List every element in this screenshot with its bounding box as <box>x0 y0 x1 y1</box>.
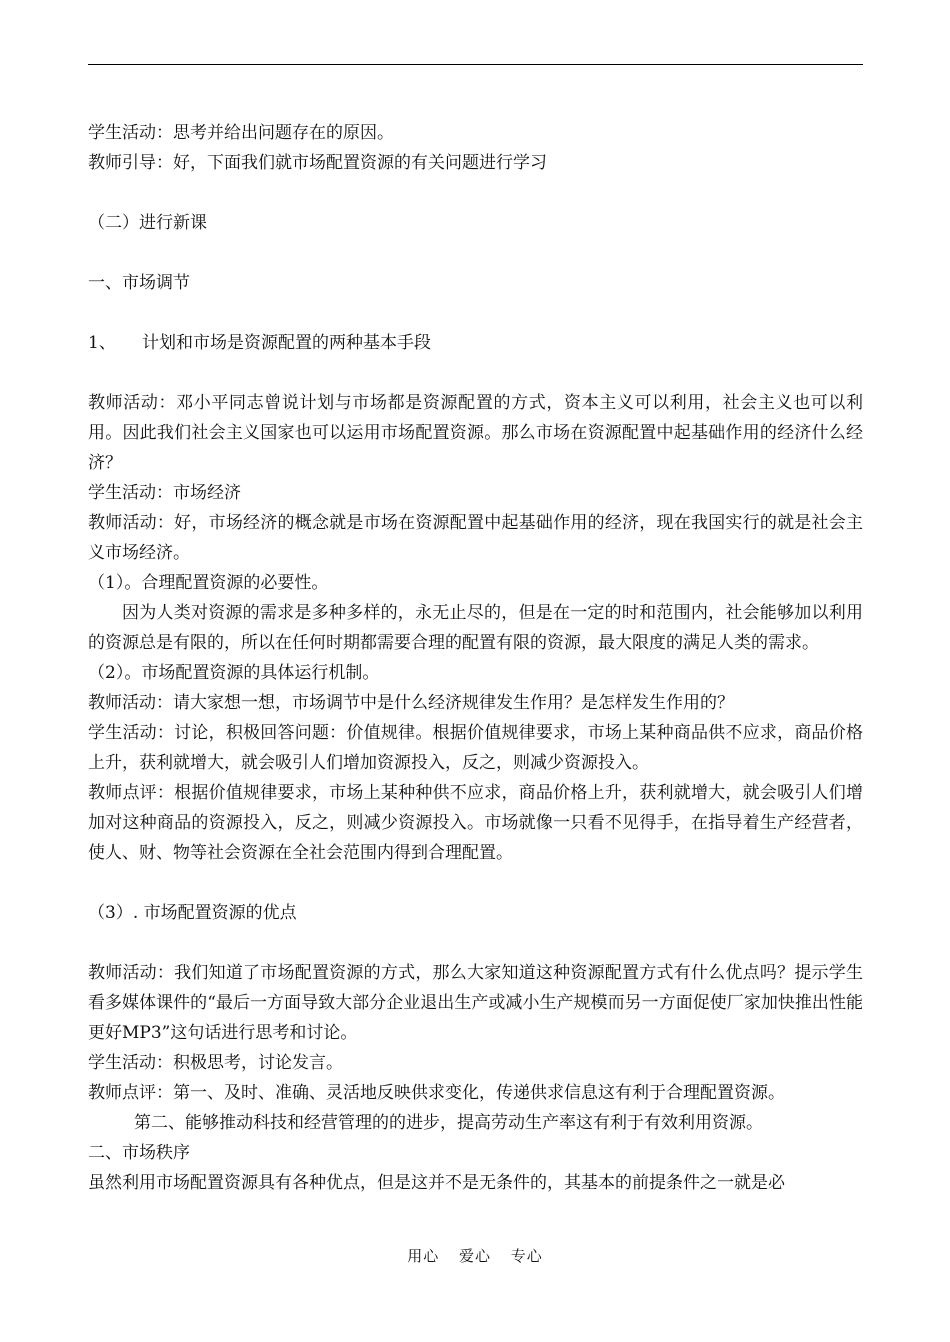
reason-paragraph: 因为人类对资源的需求是多种多样的，永无止尽的，但是在一定的时和范围内，社会能够加以利用的资源总是有限的，所以在任何时期都需要合理的配置有限的资源，最大限度的满足人类的需求。 <box>88 603 863 653</box>
subheading-necessity: （1）。合理配置资源的必要性。 <box>88 573 329 593</box>
section-heading-new-lesson: （二）进行新课 <box>88 213 207 233</box>
teacher-activity-paragraph-4: 教师活动：我们知道了市场配置资源的方式，那么大家知道这种资源配置方式有什么优点吗？提示学生看多媒体课件的“最后一方面导致大部分企业退出生产或减小生产规模而另一方面促使厂家加快推出性能更好MP3”这句话进行思考和讨论。 <box>88 963 863 1043</box>
teacher-comment-paragraph-1: 教师点评：根据价值规律要求，市场上某种种供不应求，商品价格上升，获利就增大，就会吸引人们增加对这种商品的资源投入，反之，则减少资源投入。市场就像一只看不见得手，在指导着生产经营者，使人、财、物等社会资源在全社会范围内得到合理配置。 <box>88 783 863 863</box>
student-activity-line: 学生活动：思考并给出问题存在的原因。 <box>88 123 394 143</box>
student-activity-think: 学生活动：积极思考，讨论发言。 <box>88 1053 343 1073</box>
teacher-comment-second: 第二、能够推动科技和经营管理的的进步，提高劳动生产率这有利于有效利用资源。 <box>134 1113 763 1133</box>
teacher-activity-question: 教师活动：请大家想一想，市场调节中是什么经济规律发生作用？是怎样发生作用的？ <box>88 693 734 713</box>
page-footer: 用心 爱心 专心 <box>407 1247 543 1265</box>
market-order-paragraph-start: 虽然利用市场配置资源具有各种优点，但是这并不是无条件的，其基本的前提条件之一就是必 <box>88 1173 785 1193</box>
heading-market-regulation: 一、市场调节 <box>88 273 190 293</box>
student-activity-market-economy: 学生活动：市场经济 <box>88 483 241 503</box>
subheading-advantages: （3）. 市场配置资源的优点 <box>88 903 297 923</box>
item-number: 1、 <box>88 333 116 353</box>
student-activity-discussion: 学生活动：讨论，积极回答问题：价值规律。根据价值规律要求，市场上某种商品供不应求，商品价格上升，获利就增大，就会吸引人们增加资源投入，反之，则减少资源投入。 <box>88 723 863 773</box>
subheading-mechanism: （2）。市场配置资源的具体运行机制。 <box>88 663 380 683</box>
header-rule <box>88 64 863 65</box>
document-body <box>88 118 863 1198</box>
teacher-activity-paragraph-2: 教师活动：好，市场经济的概念就是市场在资源配置中起基础作用的经济，现在我国实行的就是社会主义市场经济。 <box>88 513 863 563</box>
item-title: 计划和市场是资源配置的两种基本手段 <box>142 333 431 353</box>
teacher-comment-first: 教师点评：第一、及时、准确、灵活地反映供求变化，传递供求信息这有利于合理配置资源。 <box>88 1083 785 1103</box>
teacher-guide-line: 教师引导：好，下面我们就市场配置资源的有关问题进行学习 <box>88 153 547 173</box>
teacher-activity-paragraph-1: 教师活动：邓小平同志曾说计划与市场都是资源配置的方式，资本主义可以利用，社会主义也可以利用。因此我们社会主义国家也可以运用市场配置资源。那么市场在资源配置中起基础作用的经济什么经济？ <box>88 393 863 473</box>
numbered-item-1 <box>88 328 863 358</box>
heading-market-order: 二、市场秩序 <box>88 1143 190 1163</box>
